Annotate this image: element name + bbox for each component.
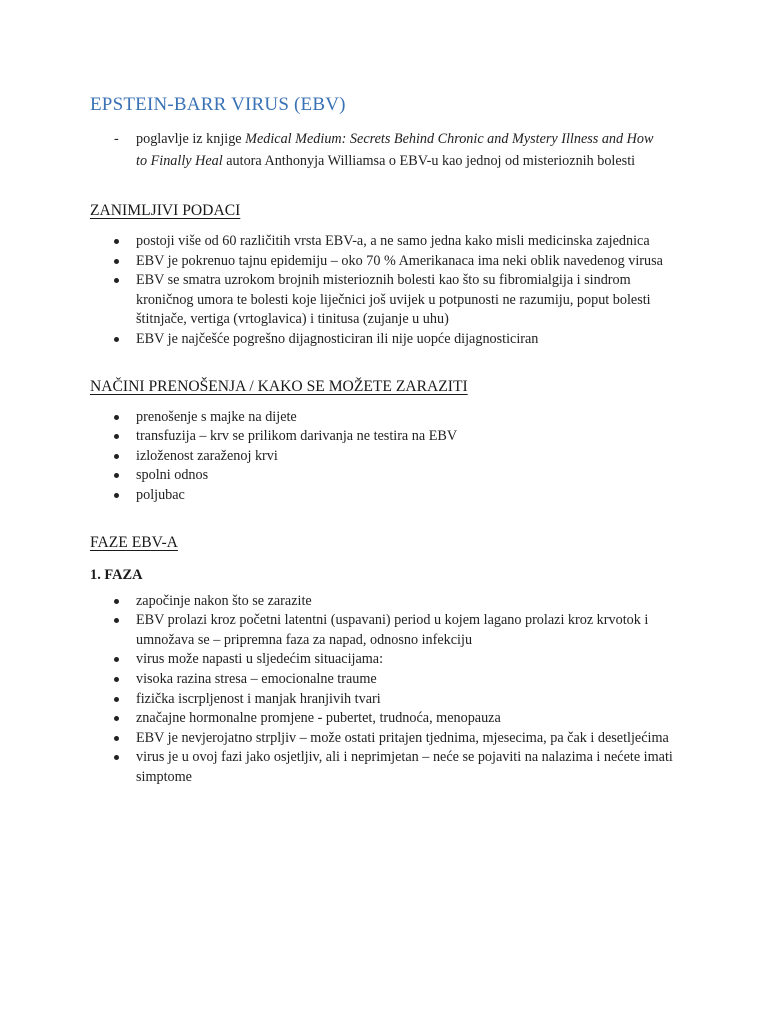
bullet-icon — [114, 677, 119, 682]
intro-line — [90, 128, 690, 172]
list-item: EBV je najčešće pogrešno dijagnosticiran ili nije uopće dijagnosticiran — [90, 330, 676, 350]
list-item: virus može napasti u sljedećim situacijama: — [90, 650, 676, 670]
section-list-faza-1 — [90, 592, 690, 788]
bullet-icon — [114, 337, 119, 342]
list-item: fizička iscrpljenost i manjak hranjivih tvari — [90, 690, 676, 710]
bullet-icon — [114, 434, 119, 439]
list-item: transfuzija – krv se prilikom darivanja ne testira na EBV — [90, 427, 676, 447]
bullet-icon — [114, 259, 119, 264]
bullet-icon — [114, 239, 119, 244]
list-item: EBV prolazi kroz početni latentni (uspavani) period u kojem lagano prolazi kroz krvotok i umnožava se – pripremna faza za napad, odnosno infekciju — [90, 611, 676, 650]
bullet-icon — [114, 599, 119, 604]
bullet-icon — [114, 618, 119, 623]
bullet-icon — [114, 493, 119, 498]
list-item: izloženost zaraženoj krvi — [90, 447, 676, 467]
bullet-icon — [114, 716, 119, 721]
book-title: Medical Medium: Secrets Behind Chronic and Mystery Illness and How to Finally Heal — [136, 131, 654, 169]
bullet-icon — [114, 697, 119, 702]
bullet-icon — [114, 657, 119, 662]
section-heading-zanimljivi-podaci: ZANIMLJIVI PODACI — [90, 202, 241, 219]
section-heading-faze-ebv: FAZE EBV-A — [90, 533, 178, 551]
section-list-nacini-prenosenja — [90, 408, 690, 506]
section-heading-nacini-prenosenja: NAČINI PRENOŠENJA / KAKO SE MOŽETE ZARAZITI — [90, 377, 468, 395]
list-item: prenošenje s majke na dijete — [90, 408, 676, 428]
list-item: EBV se smatra uzrokom brojnih misterioznih bolesti kao što su fibromialgija i sindrom kroničnog umora te bolesti koje liječnici još uvijek u potpunosti ne razumiju, poput bolesti štitnjače, vertiga (vrtoglavica) i tinitusa (zujanje u uhu) — [90, 271, 676, 330]
bullet-icon — [114, 278, 119, 283]
list-item: visoka razina stresa – emocionalne traume — [90, 670, 676, 690]
document-title: EPSTEIN-BARR VIRUS (EBV) — [90, 94, 346, 115]
intro-text — [136, 128, 656, 172]
section-list-zanimljivi-podaci — [90, 232, 690, 350]
list-item: EBV je nevjerojatno strpljiv – može ostati pritajen tjednima, mjesecima, pa čak i desetljećima — [90, 729, 676, 749]
list-item: spolni odnos — [90, 466, 676, 486]
intro-before: poglavlje iz knjige — [136, 131, 246, 147]
subheading-faza-1: 1. FAZA — [90, 566, 143, 583]
list-item: virus je u ovoj fazi jako osjetljiv, ali i neprimjetan – neće se pojaviti na nalazima i nećete imati simptome — [90, 748, 676, 787]
list-item: EBV je pokrenuo tajnu epidemiju – oko 70 % Amerikanaca ima neki oblik navedenog virusa — [90, 252, 676, 272]
intro-after: autora Anthonyja Williamsa o EBV-u kao jednoj od misterioznih bolesti — [222, 153, 636, 169]
list-item: započinje nakon što se zarazite — [90, 592, 676, 612]
bullet-icon — [114, 755, 119, 760]
bullet-icon — [114, 473, 119, 478]
bullet-icon — [114, 415, 119, 420]
bullet-icon — [114, 736, 119, 741]
document-page — [90, 92, 690, 811]
list-item: značajne hormonalne promjene - pubertet, trudnoća, menopauza — [90, 709, 676, 729]
bullet-icon — [114, 454, 119, 459]
list-item: postoji više od 60 različitih vrsta EBV-a, a ne samo jedna kako misli medicinska zajednica — [90, 232, 676, 252]
intro-dash: - — [114, 131, 119, 147]
list-item: poljubac — [90, 486, 676, 506]
